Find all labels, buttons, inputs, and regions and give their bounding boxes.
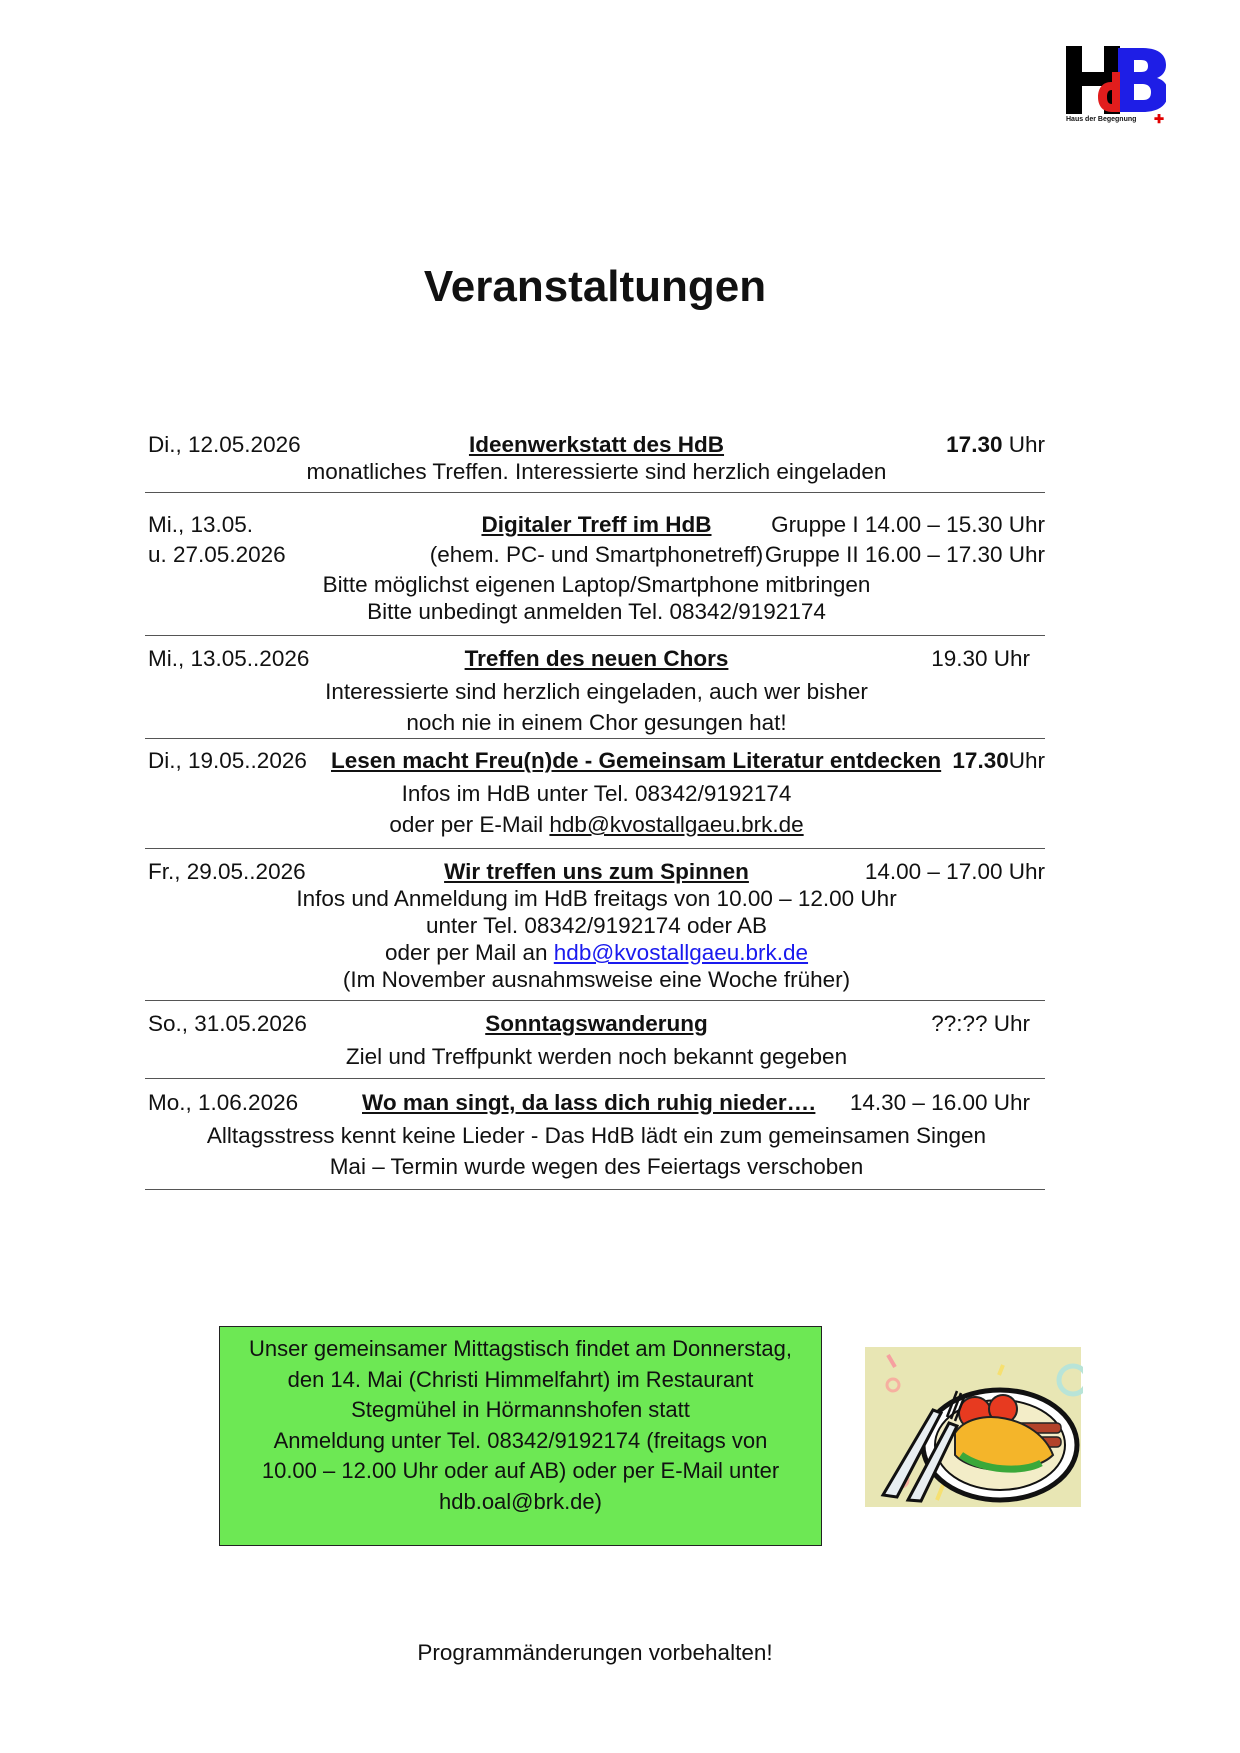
email-link[interactable]: hdb@kvostallgaeu.brk.de	[549, 812, 804, 837]
hdb-logo	[1062, 42, 1172, 130]
event-date: So., 31.05.2026	[148, 1011, 307, 1036]
event-time-2: Gruppe II 16.00 – 17.30 Uhr	[764, 542, 1045, 567]
divider	[145, 1078, 1045, 1079]
event-time: ??:?? Uhr	[931, 1011, 1030, 1036]
divider	[145, 738, 1045, 739]
event-item	[148, 858, 1045, 993]
lunch-line: hdb.oal@brk.de)	[439, 1488, 602, 1514]
event-note: (Im November ausnahmsweise eine Woche früher)	[342, 967, 851, 992]
event-subtitle: (ehem. PC- und Smartphonetreff)	[429, 542, 764, 567]
event-description: Infos und Anmeldung im HdB freitags von 10.00 – 12.00 Uhr	[296, 886, 897, 911]
divider	[145, 492, 1045, 493]
event-date: Mi., 13.05..2026	[148, 646, 310, 671]
event-description: unter Tel. 08342/9192174 oder AB	[425, 913, 768, 938]
page-title: Veranstaltungen	[423, 262, 767, 311]
event-item	[148, 747, 1045, 840]
event-time: 14.30 – 16.00 Uhr	[849, 1090, 1030, 1115]
event-name: Ideenwerkstatt des HdB	[468, 432, 725, 457]
event-name: Treffen des neuen Chors	[464, 646, 729, 671]
event-item	[148, 1089, 1045, 1182]
event-description: noch nie in einem Chor gesungen hat!	[406, 710, 787, 735]
event-date: Mi., 13.05.	[148, 512, 254, 537]
event-item	[148, 645, 1045, 738]
event-time: 14.00 – 17.00 Uhr	[864, 859, 1045, 884]
email-link[interactable]: hdb@kvostallgaeu.brk.de	[553, 940, 809, 965]
event-name: Wo man singt, da lass dich ruhig nieder….	[362, 1090, 816, 1115]
event-date: Di., 19.05..2026	[148, 748, 307, 773]
event-description: monatliches Treffen. Interessierte sind herzlich eingeladen	[306, 459, 887, 484]
event-time: Gruppe I 14.00 – 15.30 Uhr	[771, 512, 1045, 537]
event-mail-line: oder per E-Mail hdb@kvostallgaeu.brk.de	[389, 812, 804, 837]
event-time: 17.30Uhr	[952, 748, 1045, 773]
event-date: Fr., 29.05..2026	[148, 859, 306, 884]
event-item	[148, 1010, 1045, 1072]
lunch-line: Anmeldung unter Tel. 08342/9192174 (freitags von	[273, 1427, 768, 1453]
event-name: Sonntagswanderung	[485, 1011, 708, 1036]
hdb-logo-icon	[1062, 42, 1166, 118]
event-item	[148, 431, 1045, 485]
lunch-announcement-box	[219, 1326, 822, 1546]
divider	[145, 848, 1045, 849]
event-name: Wir treffen uns zum Spinnen	[444, 859, 749, 884]
lunch-line: Stegmühel in Hörmannshofen statt	[351, 1397, 690, 1422]
event-mail-line: oder per Mail an hdb@kvostallgaeu.brk.de	[384, 940, 809, 965]
divider	[145, 635, 1045, 636]
divider	[145, 1000, 1045, 1001]
event-name: Digitaler Treff im HdB	[481, 512, 712, 537]
event-date-2: u. 27.05.2026	[148, 542, 286, 567]
red-cross-icon: ✚	[1154, 112, 1165, 126]
event-time: 17.30 Uhr	[946, 432, 1045, 457]
event-description: Alltagsstress kennt keine Lieder - Das HdB lädt ein zum gemeinsamen Singen	[206, 1123, 987, 1148]
event-date: Di., 12.05.2026	[148, 432, 301, 457]
footer-note: Programmänderungen vorbehalten!	[417, 1640, 773, 1665]
event-description: Ziel und Treffpunkt werden noch bekannt gegeben	[345, 1044, 848, 1069]
event-description: Bitte möglichst eigenen Laptop/Smartphone mitbringen	[322, 572, 871, 597]
lunch-line: Unser gemeinsamer Mittagstisch findet am Donnerstag,	[249, 1336, 792, 1361]
event-description: Infos im HdB unter Tel. 08342/9192174	[401, 781, 792, 806]
food-plate-icon	[863, 1345, 1083, 1510]
event-time: 19.30 Uhr	[931, 646, 1030, 671]
event-date: Mo., 1.06.2026	[148, 1090, 299, 1115]
event-name: Lesen macht Freu(n)de - Gemeinsam Literatur entdecken	[331, 748, 942, 773]
lunch-line: den 14. Mai (Christi Himmelfahrt) im Restaurant	[287, 1366, 754, 1392]
event-item	[148, 511, 1045, 625]
event-description: Interessierte sind herzlich eingeladen, auch wer bisher	[325, 679, 868, 704]
event-description: Bitte unbedingt anmelden Tel. 08342/9192174	[367, 599, 826, 624]
lunch-line: 10.00 – 12.00 Uhr oder auf AB) oder per E-Mail unter	[261, 1458, 780, 1483]
event-description: Mai – Termin wurde wegen des Feiertags verschoben	[329, 1154, 864, 1179]
divider	[145, 1189, 1045, 1190]
logo-subtitle: Haus der Begegnung	[1066, 116, 1137, 123]
